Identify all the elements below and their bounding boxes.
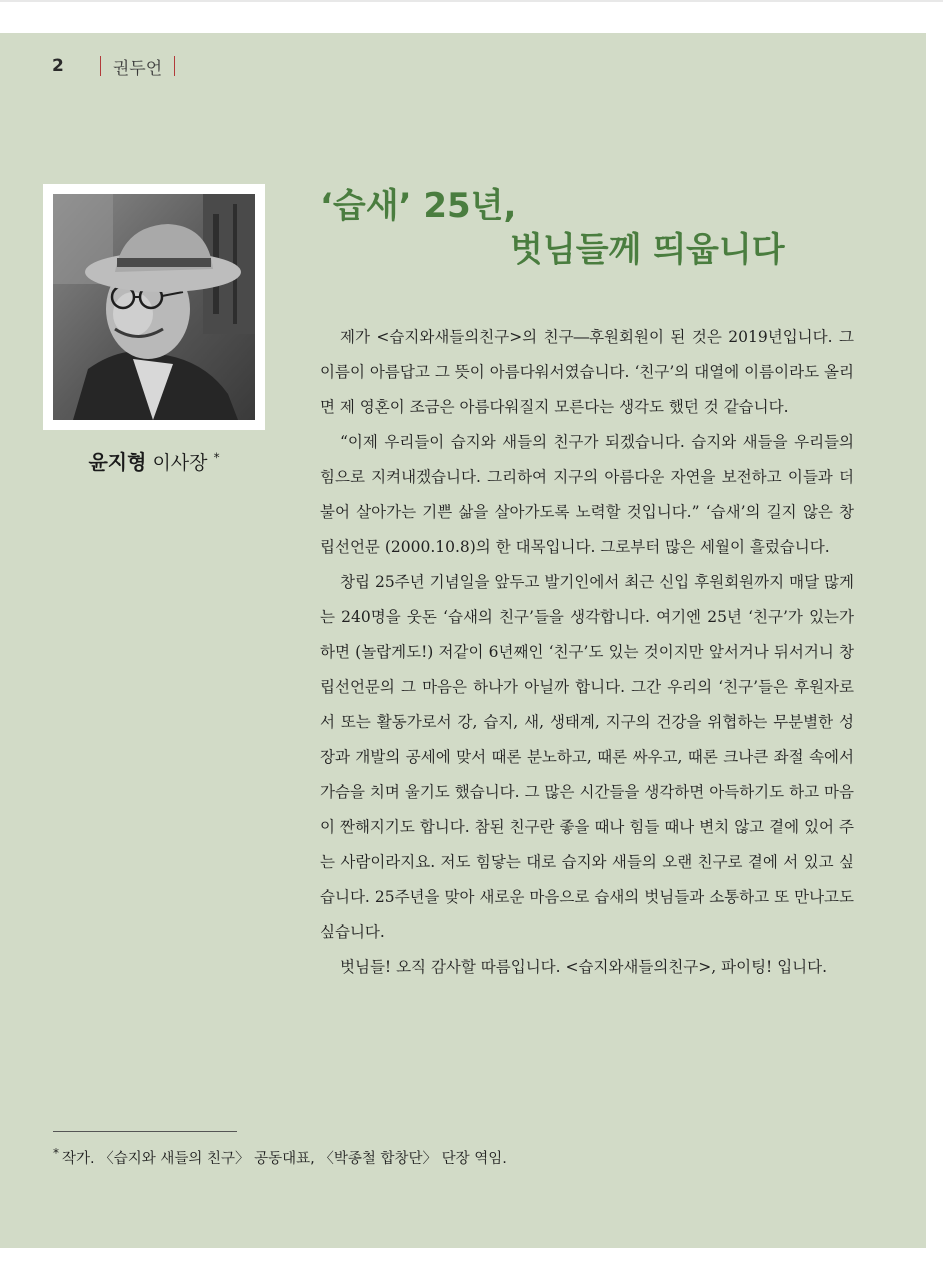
page-number: 2: [52, 56, 64, 76]
article-title: [320, 184, 820, 272]
header-divider-left: [100, 56, 101, 76]
footnote: [53, 1146, 753, 1168]
article-title-line-2: 벗님들께 띄웁니다: [510, 230, 785, 270]
section-label: 권두언: [112, 58, 163, 79]
article-title-line-1: ‘습새’ 25년,: [320, 186, 517, 226]
footnote-marker: *: [213, 450, 220, 465]
person-name: 윤지형: [88, 450, 147, 474]
paragraph-3: 창립 25주년 기념일을 앞두고 발기인에서 최근 신입 후원회원까지 매달 많게는 240명을 웃돈 ‘습새의 친구’들을 생각합니다. 여기엔 25년 ‘친구’가 있는가 하면 (놀랍게도!) 저같이 6년째인 ‘친구’도 있는 것이지만 앞서거나 뒤서거니 창립선언문의 그 마음은 하나가 아닐까 합니다. 그간 우리의 ‘친구’들은 후원자로서 또는 활동가로서 강, 습지, 새, 생태계, 지구의 건강을 위협하는 무분별한 성장과 개발의 공세에 맞서 때론 분노하고, 때론 싸우고, 때론 크나큰 좌절 속에서 가슴을 치며 울기도 했습니다. 그 많은 시간들을 생각하면 아득하기도 하고 마음이 짠해지기도 합니다. 참된 친구란 좋을 때나 힘들 때나 변치 않고 곁에 있어 주는 사람이라지요. 저도 힘닿는 대로 습지와 새들의 오랜 친구로 곁에 서 있고 싶습니다. 25주년을 맞아 새로운 마음으로 습새의 벗님들과 소통하고 또 만나고도 싶습니다.: [320, 573, 854, 941]
paragraph-1: 제가 <습지와새들의친구>의 친구―후원회원이 된 것은 2019년입니다. 그 이름이 아름답고 그 뜻이 아름다워서였습니다. ‘친구’의 대열에 이름이라도 올리면 제 영혼이 조금은 아름다워질지 모른다는 생각도 했던 것 같습니다.: [320, 328, 854, 416]
footnote-mark: *: [53, 1146, 59, 1160]
footnote-text: 작가. 〈습지와 새들의 친구〉 공동대표, 〈박종철 합창단〉 단장 역임.: [62, 1150, 507, 1167]
portrait-frame: [43, 184, 265, 430]
paragraph-2: “이제 우리들이 습지와 새들의 친구가 되겠습니다. 습지와 새들을 우리들의 힘으로 지켜내겠습니다. 그리하여 지구의 아름다운 자연을 보전하고 이들과 더불어 살아가는 기쁜 삶을 살아가도록 노력할 것입니다.” ‘습새’의 길지 않은 창립선언문 (2000.10.8)의 한 대목입니다. 그로부터 많은 세월이 흘렀습니다.: [320, 433, 854, 556]
header-divider-right: [174, 56, 175, 76]
portrait-caption: [43, 446, 265, 475]
article-body: [320, 320, 854, 985]
page-header: [52, 52, 175, 80]
portrait-photo: [53, 194, 255, 420]
footnote-divider: [53, 1131, 237, 1132]
top-divider: [0, 0, 943, 2]
paragraph-4: 벗님들! 오직 감사할 따름입니다. <습지와새들의친구>, 파이팅! 입니다.: [340, 958, 828, 976]
person-role: 이사장: [152, 452, 208, 474]
